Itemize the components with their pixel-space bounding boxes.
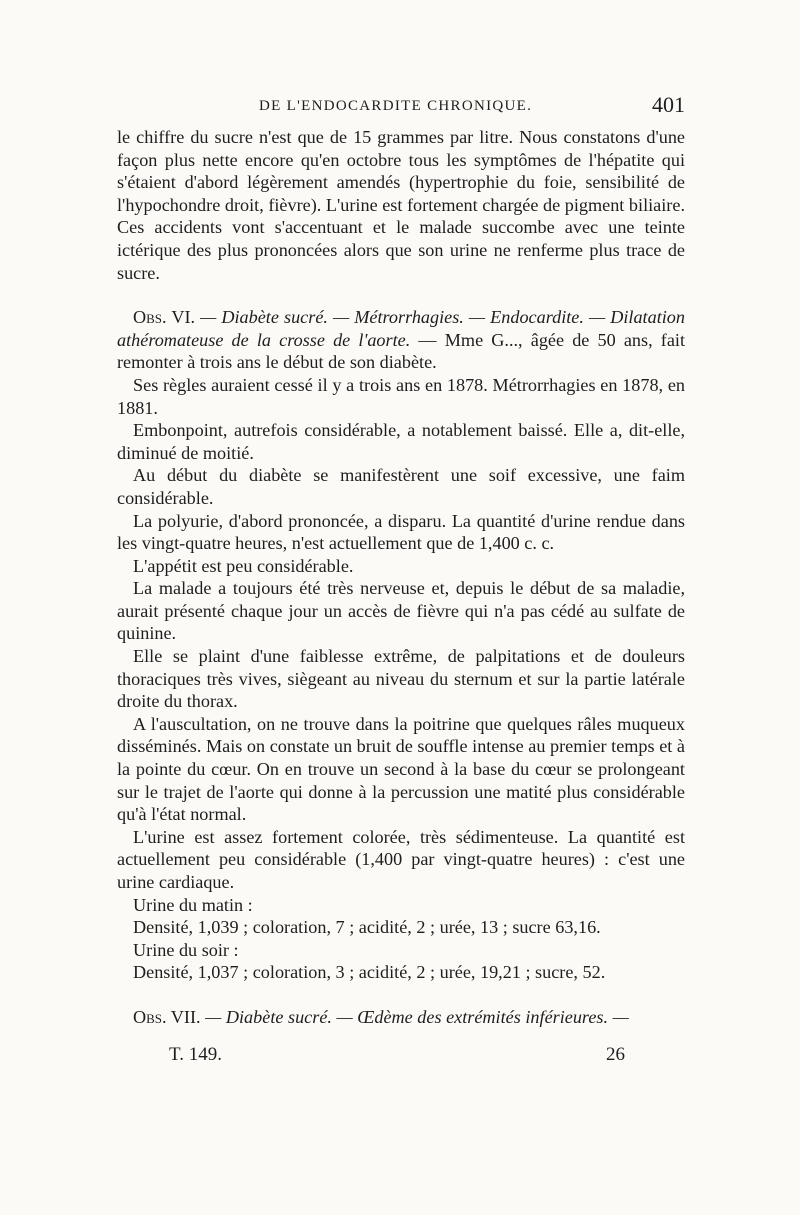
page-footer	[117, 1044, 685, 1072]
volume-mark: T. 149.	[169, 1043, 222, 1065]
paragraph: Elle se plaint d'une faiblesse extrême, de palpitations et de douleurs thoraciques très vives, siègeant au niveau du sternum et sur la partie latérale droite du thorax.	[117, 646, 685, 712]
observation-intro: — Mme G..., âgée de 50 ans, fait remonter à trois ans le début de son diabète.	[117, 329, 685, 373]
body-text	[117, 126, 685, 1029]
observation-label: Obs. VI.	[133, 307, 196, 328]
signature-mark: 26	[606, 1043, 625, 1065]
urine-evening-values: Densité, 1,037 ; coloration, 3 ; acidité, 2 ; urée, 19,21 ; sucre, 52.	[133, 962, 606, 983]
running-title: DE L'ENDOCARDITE CHRONIQUE.	[259, 98, 533, 114]
paragraph: A l'auscultation, on ne trouve dans la poitrine que quelques râles muqueux disséminés. Mais on constate un bruit de souffle intense au premier temps et à la pointe du cœur. On en trouve un second à la base du cœur se prolongeant sur le trajet de l'aorte qui donne à la percussion une matité plus considérable qu'à l'état normal.	[117, 713, 685, 825]
urine-morning-heading: Urine du matin :	[133, 894, 253, 915]
observation-label: Obs. VII.	[133, 1006, 201, 1027]
running-head	[117, 92, 685, 126]
observation-heading	[117, 1006, 685, 1029]
observation-title: — Diabète sucré. — Œdème des extrémités inférieures. —	[205, 1006, 629, 1027]
paragraph: La malade a toujours été très nerveuse et, depuis le début de sa maladie, aurait présenté chaque jour un accès de fièvre qui n'a pas cédé au sulfate de quinine.	[117, 578, 685, 644]
urine-evening-heading: Urine du soir :	[133, 939, 239, 960]
section-gap	[117, 984, 685, 1006]
page-number: 401	[652, 92, 685, 117]
paragraph: L'urine est assez fortement colorée, très sédimenteuse. La quantité est actuellement peu considérable (1,400 par vingt-quatre heures) : c'est une urine cardiaque.	[117, 826, 685, 892]
paragraph: L'appétit est peu considérable.	[133, 555, 354, 576]
section-gap	[117, 284, 685, 306]
paragraph: Au début du diabète se manifestèrent une soif excessive, une faim considérable.	[117, 465, 685, 508]
observation-heading	[117, 306, 685, 374]
paragraph: Embonpoint, autrefois considérable, a notablement baissé. Elle a, dit-elle, diminué de moitié.	[117, 420, 685, 463]
paragraph: Ses règles auraient cessé il y a trois ans en 1878. Métrorrhagies en 1878, en 1881.	[117, 374, 685, 418]
book-page	[117, 92, 685, 1072]
observation-title: — Diabète sucré. — Métrorrhagies. — Endocardite. — Dilatation athéromateuse de la crosse de l'aorte.	[117, 307, 685, 350]
paragraph: La polyurie, d'abord prononcée, a disparu. La quantité d'urine rendue dans les vingt-quatre heures, n'est actuellement que de 1,400 c. c.	[117, 510, 685, 554]
paragraph: le chiffre du sucre n'est que de 15 grammes par litre. Nous constatons d'une façon plus nette encore qu'en octobre tous les symptômes de l'hépatite qui s'étaient d'abord légèrement amendés (hypertrophie du foie, sensibilité de l'hypochondre droit, fièvre). L'urine est fortement chargée de pigment biliaire. Ces accidents vont s'accentuant et le malade succombe avec une teinte ictérique des plus prononcées alors que son urine ne renferme plus trace de sucre.	[117, 127, 685, 283]
urine-morning-values: Densité, 1,039 ; coloration, 7 ; acidité, 2 ; urée, 13 ; sucre 63,16.	[133, 917, 601, 938]
